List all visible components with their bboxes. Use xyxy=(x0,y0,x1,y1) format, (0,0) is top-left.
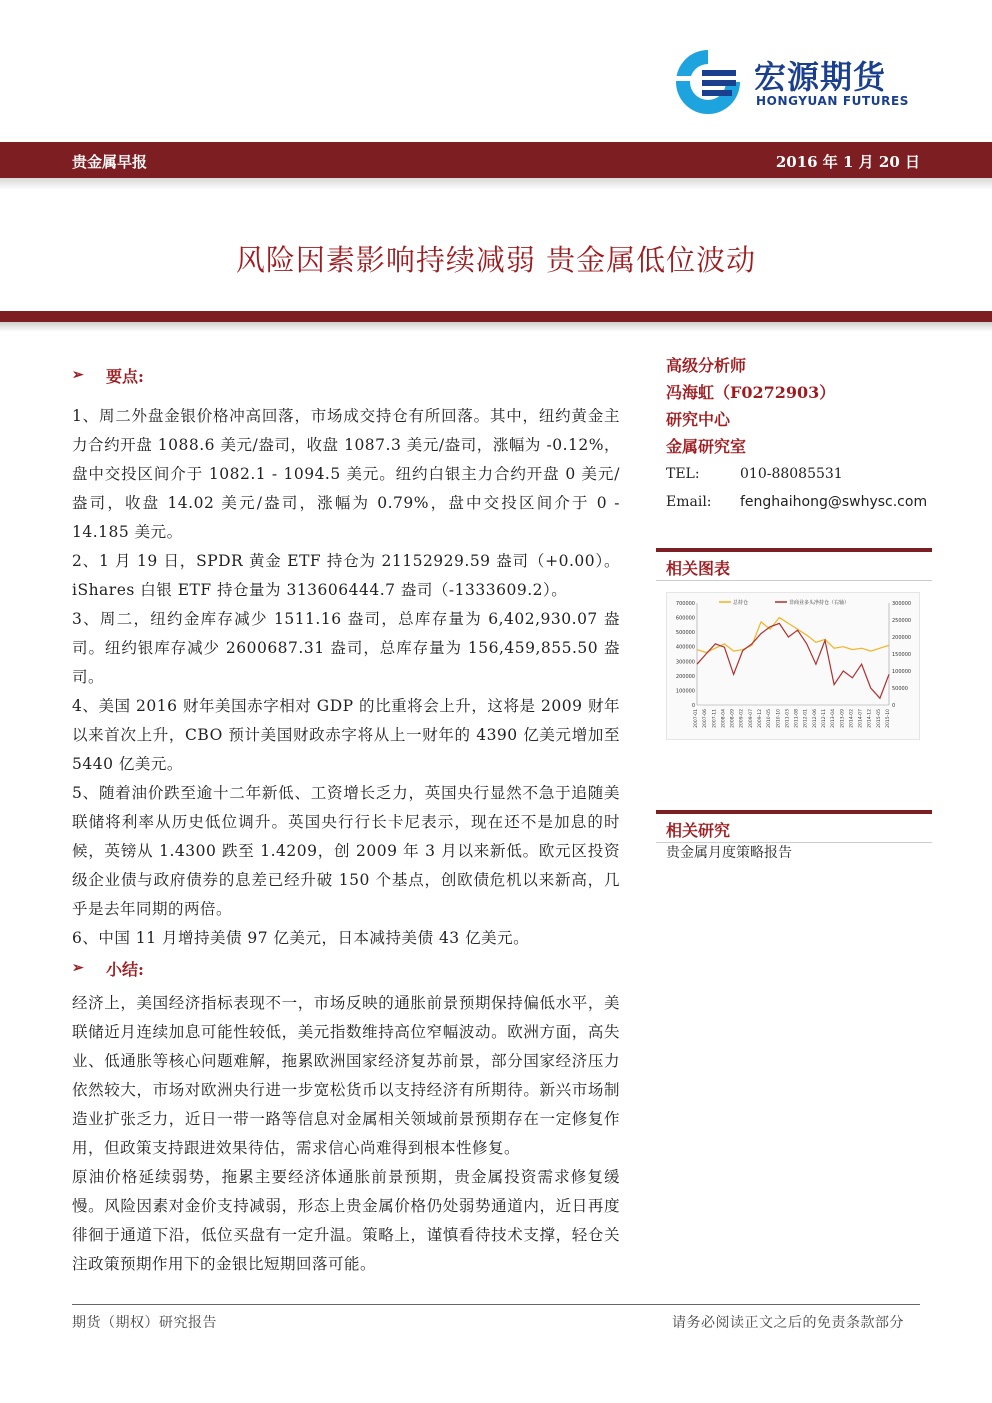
main-content xyxy=(72,362,620,1279)
email-value[interactable]: fenghaihong@swhysc.com xyxy=(740,494,928,510)
footer-rule xyxy=(72,1304,920,1305)
tel-label: TEL: xyxy=(666,466,700,482)
summary-paragraph-1: 经济上，美国经济指标表现不一，市场反映的通胀前景预期保持偏低水平，美联储近月连续加息可能性较低，美元指数维持高位窄幅波动。欧洲方面，高失业、低通胀等核心问题难解，拖累欧洲国家经济复苏前景，部分国家经济压力依然较大，市场对欧洲央行进一步宽松货币以支持经济有所期待。新兴市场制造业扩张乏力，近日一带一路等信息对金属相关领域前景预期存在一定修复作用，但政策支持跟进效果待估，需求信心尚难得到根本性修复。 xyxy=(72,994,620,1157)
key-point-1: 1、周二外盘金银价格冲高回落，市场成交持仓有所回落。其中，纽约黄金主力合约开盘 1088.6 美元/盎司，收盘 1087.3 美元/盎司，涨幅为 -0.12%，盘中交投区间介于 1082.1 - 1094.5 美元。纽约白银主力合约开盘 0 美元/盎司，收盘 14.02 美元/盎司，涨幅为 0.79%，盘中交投区间介于 0 - 14.185 美元。 xyxy=(72,407,620,541)
legend-label-2: 非商业多头净持仓（右轴） xyxy=(789,600,850,606)
left-tick-label: 0 xyxy=(691,703,695,709)
email-row xyxy=(666,488,936,516)
summary-title: 小结: xyxy=(106,959,144,979)
right-tick-label: 200000 xyxy=(892,635,912,641)
research-header-rule xyxy=(656,810,932,814)
right-tick-label: 150000 xyxy=(892,652,912,658)
title-divider xyxy=(0,311,992,322)
tel-row xyxy=(666,460,936,488)
x-tick-label: 2011-03 xyxy=(785,709,791,728)
key-points-title: 要点: xyxy=(106,366,144,386)
x-tick-label: 2008-09 xyxy=(730,709,736,728)
chart-header-rule xyxy=(656,548,932,552)
report-title: 风险因素影响持续减弱 贵金属低位波动 xyxy=(235,243,757,277)
x-tick-label: 2014-02 xyxy=(849,709,855,728)
chart-svg xyxy=(667,593,921,741)
x-tick-label: 2009-02 xyxy=(739,709,745,728)
x-tick-label: 2007-01 xyxy=(694,709,699,728)
right-tick-label: 300000 xyxy=(892,601,912,607)
left-tick-label: 300000 xyxy=(675,659,695,666)
x-tick-label: 2012-06 xyxy=(812,709,818,728)
department-1: 研究中心 xyxy=(666,410,731,429)
x-tick-label: 2011-08 xyxy=(794,709,800,728)
series-line-1 xyxy=(697,618,889,653)
left-tick-label: 700000 xyxy=(675,601,695,607)
left-tick-label: 500000 xyxy=(675,630,695,637)
x-tick-label: 2007-11 xyxy=(712,709,718,728)
series-line-2 xyxy=(697,623,889,698)
department-2: 金属研究室 xyxy=(666,437,747,456)
chart-section-title: 相关图表 xyxy=(666,559,731,578)
left-tick-label: 200000 xyxy=(675,673,695,680)
x-tick-label: 2012-11 xyxy=(822,709,827,728)
title-divider-shadow xyxy=(0,322,992,332)
brand-name-en: HONGYUAN FUTURES xyxy=(756,94,909,108)
summary-paragraph-2: 原油价格延续弱势，拖累主要经济体通胀前景预期，贵金属投资需求修复缓慢。风险因素对金价支持减弱，形态上贵金属价格仍处弱势通道内，近日再度徘徊于通道下沿，低位买盘有一定升温。策略上，谨慎看待技术支撑，轻仓关注政策预期作用下的金银比短期回落可能。 xyxy=(72,1168,620,1273)
footer-disclaimer: 请务必阅读正文之后的免责条款部分 xyxy=(672,1315,904,1331)
x-tick-label: 2007-06 xyxy=(703,709,709,728)
x-tick-label: 2010-05 xyxy=(767,709,773,728)
left-tick-label: 100000 xyxy=(675,688,695,695)
report-date: 2016 年 1 月 20 日 xyxy=(775,153,920,171)
summary-heading xyxy=(72,955,620,981)
chart-section-header xyxy=(656,548,932,582)
footer-left: 期货（期权）研究报告 xyxy=(72,1315,217,1331)
key-point-3: 3、周二，纽约金库存减少 1511.16 盎司，总库存量为 6,402,930.07 盎司。纽约银库存减少 2600687.31 盎司，总库存量为 156,459,855.50 盎司。 xyxy=(72,610,620,686)
analyst-name: 冯海虹（F0272903） xyxy=(666,383,836,402)
related-chart xyxy=(666,592,920,740)
tel-value: 010-88085531 xyxy=(740,466,843,482)
legend-label-1: 总持仓 xyxy=(733,600,749,606)
report-type: 贵金属早报 xyxy=(72,153,148,171)
x-tick-label: 2015-10 xyxy=(886,709,891,728)
arrow-bullet-icon: ➢ xyxy=(72,960,84,976)
x-tick-label: 2010-10 xyxy=(776,709,782,728)
analyst-info xyxy=(666,352,936,516)
key-point-4: 4、美国 2016 财年美国赤字相对 GDP 的比重将会上升，这将是 2009 财年以来首次上升，CBO 预计美国财政赤字将从上一财年的 4390 亿美元增加至 5440 亿美元。 xyxy=(72,697,620,773)
x-tick-label: 2014-12 xyxy=(867,709,873,728)
top-banner-shadow xyxy=(0,178,992,190)
company-logo xyxy=(672,46,922,116)
left-tick-label: 400000 xyxy=(675,644,695,651)
x-tick-label: 2015-05 xyxy=(876,709,882,728)
key-point-6: 6、中国 11 月增持美债 97 亿美元，日本减持美债 43 亿美元。 xyxy=(72,929,530,947)
hongyuan-logo-icon xyxy=(672,48,744,114)
chart-header-underline xyxy=(656,580,932,581)
x-tick-label: 2013-04 xyxy=(831,709,837,728)
right-tick-label: 0 xyxy=(892,703,896,709)
x-tick-label: 2009-07 xyxy=(748,709,754,728)
research-section-header xyxy=(656,810,932,844)
email-label: Email: xyxy=(666,494,712,510)
key-points-heading xyxy=(72,362,620,388)
left-tick-label: 600000 xyxy=(675,615,695,622)
related-research-item[interactable]: 贵金属月度策略报告 xyxy=(666,845,792,861)
right-tick-label: 100000 xyxy=(892,669,912,675)
key-point-2: 2、1 月 19 日，SPDR 黄金 ETF 持仓为 21152929.59 盎司（+0.00）。iShares 白银 ETF 持仓量为 313606444.7 盎司（-1333609.2）。 xyxy=(72,552,620,599)
arrow-bullet-icon: ➢ xyxy=(72,367,84,383)
analyst-title: 高级分析师 xyxy=(666,356,747,375)
brand-name-cn: 宏源期货 xyxy=(754,58,887,96)
x-tick-label: 2012-01 xyxy=(803,709,809,728)
x-tick-label: 2009-12 xyxy=(758,709,763,728)
research-section-title: 相关研究 xyxy=(666,821,731,840)
x-tick-label: 2013-09 xyxy=(840,709,846,728)
right-tick-label: 250000 xyxy=(892,618,912,624)
x-tick-label: 2014-07 xyxy=(858,709,864,728)
key-point-5: 5、随着油价跌至逾十二年新低、工资增长乏力，英国央行显然不急于追随美联储将利率从历史低位调升。英国央行行长卡尼表示，现在还不是加息的时候，英镑从 1.4300 跌至 1.4209，创 2009 年 3 月以来新低。欧元区投资级企业债与政府债券的息差已经升破 150 个基点，创欧债危机以来新高，几乎是去年同期的两倍。 xyxy=(72,784,620,918)
right-tick-label: 50000 xyxy=(892,686,908,692)
x-tick-label: 2008-04 xyxy=(721,709,727,728)
